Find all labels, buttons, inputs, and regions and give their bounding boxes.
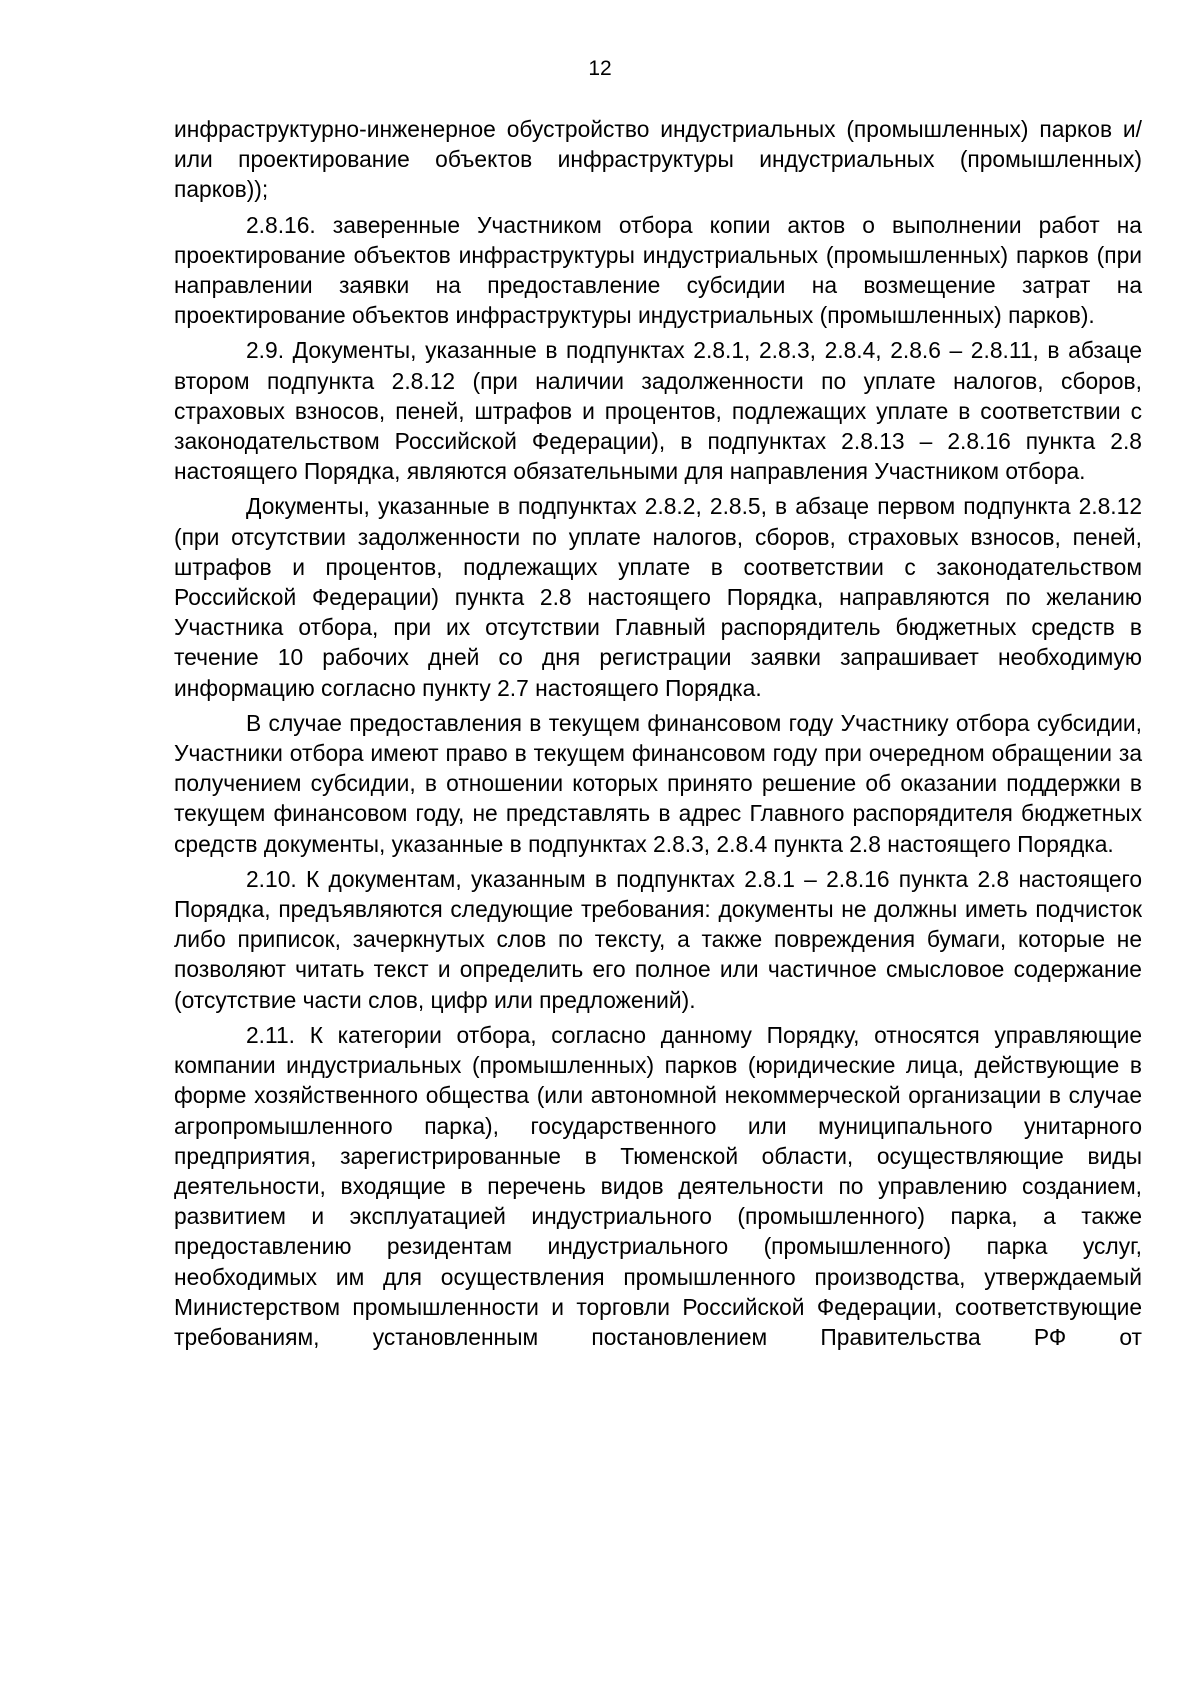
paragraph-2-8-16: 2.8.16. заверенные Участником отбора копии актов о выполнении работ на проектирование объектов инфраструктуры индустриальных (промышленных) парков (при направлении заявки на предоставление субсидии на возмещение затрат на проектирование объектов инфраструктуры индустриальных (промышленных) парков). [174, 211, 1142, 329]
paragraph-2-11: 2.11. К категории отбора, согласно данному Порядку, относятся управляющие компании индустриальных (промышленных) парков (юридические лица, действующие в форме хозяйственного общества (или автономной некоммерческой организации в случае агропромышленного парка), государственного или муниципального унитарного предприятия, зарегистрированные в Тюменской области, осуществляющие виды деятельности, входящие в перечень видов деятельности по управлению созданием, развитием и эксплуатацией индустриального (промышленного) парка, а также предоставлению резидентам индустриального (промышленного) парка услуг, необходимых им для осуществления промышленного производства, утверждаемый Министерством промышленности и торговли Российской Федерации, соответствующие требованиям, установленным постановлением Правительства РФ от [174, 1021, 1142, 1350]
paragraph-repeat-application: В случае предоставления в текущем финансовом году Участнику отбора субсидии, Участники отбора имеют право в текущем финансовом году при очередном обращении за получением субсидии, в отношении которых принято решение об оказании поддержки в текущем финансовом году, не представлять в адрес Главного распорядителя бюджетных средств документы, указанные в подпунктах 2.8.3, 2.8.4 пункта 2.8 настоящего Порядка. [174, 709, 1142, 857]
page-number: 12 [588, 57, 612, 80]
paragraph-continuation: инфраструктурно-инженерное обустройство индустриальных (промышленных) парков и/или проектирование объектов инфраструктуры индустриальных (промышленных) парков)); [174, 116, 1142, 203]
paragraph-2-10: 2.10. К документам, указанным в подпунктах 2.8.1 – 2.8.16 пункта 2.8 настоящего Порядка, предъявляются следующие требования: документы не должны иметь подчисток либо приписок, зачеркнутых слов по тексту, а также повреждения бумаги, которые не позволяют читать текст и определить его полное или частичное смысловое содержание (отсутствие части слов, цифр или предложений). [174, 865, 1142, 1013]
paragraph-2-9: 2.9. Документы, указанные в подпунктах 2.8.1, 2.8.3, 2.8.4, 2.8.6 – 2.8.11, в абзаце втором подпункта 2.8.12 (при наличии задолженности по уплате налогов, сборов, страховых взносов, пеней, штрафов и процентов, подлежащих уплате в соответствии с законодательством Российской Федерации), в подпунктах 2.8.13 – 2.8.16 пункта 2.8 настоящего Порядка, являются обязательными для направления Участником отбора. [174, 337, 1142, 485]
paragraph-optional-documents: Документы, указанные в подпунктах 2.8.2, 2.8.5, в абзаце первом подпункта 2.8.12 (при отсутствии задолженности по уплате налогов, сборов, страховых взносов, пеней, штрафов и процентов, подлежащих уплате в соответствии с законодательством Российской Федерации) пункта 2.8 настоящего Порядка, направляются по желанию Участника отбора, при их отсутствии Главный распорядитель бюджетных средств в течение 10 рабочих дней со дня регистрации заявки запрашивает необходимую информацию согласно пункту 2.7 настоящего Порядка. [174, 493, 1142, 701]
document-body [174, 114, 1142, 1352]
